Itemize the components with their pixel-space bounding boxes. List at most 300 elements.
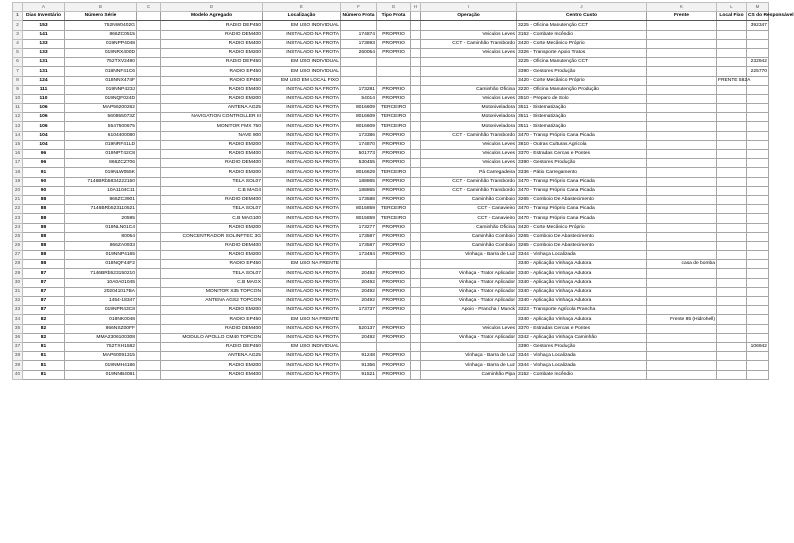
row-number[interactable]: 35 bbox=[13, 324, 23, 333]
table-cell[interactable]: RADIO EP450 bbox=[161, 76, 263, 85]
table-cell[interactable]: RADIO DEP450 bbox=[161, 58, 263, 67]
table-cell[interactable] bbox=[137, 342, 161, 351]
table-cell[interactable]: 88 bbox=[23, 260, 65, 269]
table-cell[interactable]: 8015859 bbox=[341, 205, 377, 214]
table-cell[interactable] bbox=[411, 287, 421, 296]
table-cell[interactable]: 225770 bbox=[747, 67, 769, 76]
table-cell[interactable]: 019NLW055K bbox=[65, 168, 137, 177]
table-cell[interactable]: 7146BRb5834222150 bbox=[65, 177, 137, 186]
row-number[interactable]: 25 bbox=[13, 232, 23, 241]
table-cell[interactable] bbox=[647, 159, 717, 168]
table-cell[interactable] bbox=[411, 122, 421, 131]
table-cell[interactable]: 20492 bbox=[341, 278, 377, 287]
table-cell[interactable]: 173587 bbox=[341, 232, 377, 241]
table-cell[interactable]: 3340 - Aplicação Vinhaça Adutora bbox=[517, 260, 647, 269]
table-cell[interactable]: 81 bbox=[23, 342, 65, 351]
table-cell[interactable]: 3265 - Comboio De Abastecimento bbox=[517, 232, 647, 241]
table-cell[interactable]: 8016609 bbox=[341, 113, 377, 122]
table-cell[interactable]: 3225 - Oficina Manutenção CCT bbox=[517, 58, 647, 67]
table-cell[interactable]: Veiculos Leves bbox=[421, 30, 517, 39]
table-cell[interactable] bbox=[411, 214, 421, 223]
table-cell[interactable]: 82 bbox=[23, 315, 65, 324]
table-cell[interactable]: 520137 bbox=[341, 324, 377, 333]
table-cell[interactable]: INSTALADO NA FROTA bbox=[263, 177, 341, 186]
table-cell[interactable]: EM USO INDIVIDUAL bbox=[263, 342, 341, 351]
table-cell[interactable]: Veiculos Leves bbox=[421, 324, 517, 333]
table-cell[interactable] bbox=[717, 223, 747, 232]
table-cell[interactable]: Caminhão Oficina bbox=[421, 85, 517, 94]
table-cell[interactable]: 173587 bbox=[341, 241, 377, 250]
table-cell[interactable]: ANTENA AG25 bbox=[161, 352, 263, 361]
table-cell[interactable]: Veiculos Leves bbox=[421, 140, 517, 149]
table-cell[interactable] bbox=[377, 342, 411, 351]
table-cell[interactable] bbox=[647, 297, 717, 306]
table-cell[interactable] bbox=[137, 287, 161, 296]
table-cell[interactable]: 87 bbox=[23, 278, 65, 287]
table-cell[interactable] bbox=[647, 241, 717, 250]
table-cell[interactable] bbox=[421, 342, 517, 351]
table-cell[interactable]: INSTALADO NA FROTA bbox=[263, 186, 341, 195]
table-cell[interactable]: INSTALADO NA FROTA bbox=[263, 30, 341, 39]
table-cell[interactable] bbox=[747, 195, 769, 204]
table-cell[interactable]: RADIO EM200 bbox=[161, 251, 263, 260]
column-letter-header[interactable]: E bbox=[263, 3, 341, 12]
table-cell[interactable]: 104 bbox=[23, 140, 65, 149]
table-cell[interactable] bbox=[717, 48, 747, 57]
table-cell[interactable] bbox=[747, 241, 769, 250]
table-cell[interactable]: EM USO INDIVIDUAL bbox=[263, 67, 341, 76]
table-cell[interactable] bbox=[717, 122, 747, 131]
table-cell[interactable]: TERCEIRO bbox=[377, 113, 411, 122]
table-cell[interactable]: 10A0A01045 bbox=[65, 278, 137, 287]
table-cell[interactable] bbox=[647, 278, 717, 287]
table-cell[interactable]: PROPRIO bbox=[377, 324, 411, 333]
table-cell[interactable]: 106 bbox=[23, 113, 65, 122]
table-cell[interactable]: 124 bbox=[23, 76, 65, 85]
table-cell[interactable] bbox=[137, 269, 161, 278]
table-cell[interactable]: 3340 - Aplicação Vinhaça Adutora bbox=[517, 269, 647, 278]
table-cell[interactable]: MONITOR FMX 750 bbox=[161, 122, 263, 131]
table-cell[interactable]: 019NMH4186 bbox=[65, 361, 137, 370]
table-cell[interactable]: Vinhaça - Trator Aplicador bbox=[421, 269, 517, 278]
table-cell[interactable] bbox=[747, 48, 769, 57]
table-cell[interactable]: 3342 - Aplicação Vinhaça Caminhão bbox=[517, 333, 647, 342]
table-cell[interactable] bbox=[717, 186, 747, 195]
table-cell[interactable] bbox=[137, 370, 161, 379]
row-number[interactable]: 36 bbox=[13, 333, 23, 342]
table-cell[interactable] bbox=[717, 260, 747, 269]
table-cell[interactable] bbox=[137, 297, 161, 306]
table-cell[interactable]: TELA SOL07 bbox=[161, 177, 263, 186]
table-cell[interactable] bbox=[411, 186, 421, 195]
table-cell[interactable] bbox=[137, 306, 161, 315]
table-cell[interactable]: Vinhaça - Trator Aplicador bbox=[421, 333, 517, 342]
table-cell[interactable]: MMA2306100308 bbox=[65, 333, 137, 342]
table-cell[interactable]: CCT - Caminhão Transbordo bbox=[421, 131, 517, 140]
table-cell[interactable]: MAP60091315 bbox=[65, 352, 137, 361]
table-cell[interactable]: C.B MAGX bbox=[161, 278, 263, 287]
table-cell[interactable] bbox=[341, 260, 377, 269]
table-cell[interactable] bbox=[647, 251, 717, 260]
table-cell[interactable] bbox=[411, 232, 421, 241]
row-number[interactable]: 6 bbox=[13, 58, 23, 67]
table-cell[interactable]: 3470 - Transp Próprio Cana Picada bbox=[517, 177, 647, 186]
row-number[interactable]: 39 bbox=[13, 361, 23, 370]
table-cell[interactable] bbox=[411, 241, 421, 250]
table-cell[interactable] bbox=[137, 195, 161, 204]
table-cell[interactable]: 019NLN01C4 bbox=[65, 223, 137, 232]
table-cell[interactable] bbox=[377, 58, 411, 67]
table-cell[interactable]: Apoio - Prancha / Munck bbox=[421, 306, 517, 315]
table-cell[interactable]: RADIO EM200 bbox=[161, 48, 263, 57]
table-cell[interactable]: INSTALADO NA FROTA bbox=[263, 352, 341, 361]
table-cell[interactable] bbox=[647, 370, 717, 379]
table-cell[interactable]: 82 bbox=[23, 333, 65, 342]
row-number[interactable]: 30 bbox=[13, 278, 23, 287]
row-number[interactable]: 33 bbox=[13, 306, 23, 315]
column-letter-header[interactable]: L bbox=[717, 3, 747, 12]
table-cell[interactable] bbox=[341, 315, 377, 324]
table-cell[interactable] bbox=[717, 140, 747, 149]
table-cell[interactable] bbox=[747, 352, 769, 361]
row-number[interactable]: 26 bbox=[13, 241, 23, 250]
column-header-cell[interactable]: Número Série bbox=[65, 12, 137, 21]
table-cell[interactable] bbox=[137, 324, 161, 333]
table-cell[interactable]: RADIO EP450 bbox=[161, 260, 263, 269]
table-cell[interactable] bbox=[747, 113, 769, 122]
table-cell[interactable]: 3470 - Transp Próprio Cana Picada bbox=[517, 205, 647, 214]
table-cell[interactable]: 019NPT42C8 bbox=[65, 150, 137, 159]
table-cell[interactable]: TERCEIRO bbox=[377, 205, 411, 214]
table-cell[interactable]: 20595 bbox=[65, 214, 137, 223]
table-cell[interactable] bbox=[747, 104, 769, 113]
column-letter-header[interactable]: G bbox=[377, 3, 411, 12]
table-cell[interactable] bbox=[411, 260, 421, 269]
table-cell[interactable]: 866ZCZ706 bbox=[65, 159, 137, 168]
table-cell[interactable]: 3220 - Oficina Manutenção Produção bbox=[517, 85, 647, 94]
row-number[interactable]: 20 bbox=[13, 186, 23, 195]
table-cell[interactable]: INSTALADO NA FROTA bbox=[263, 94, 341, 103]
table-cell[interactable]: RADIO DEP450 bbox=[161, 342, 263, 351]
table-cell[interactable]: INSTALADO NA FROTA bbox=[263, 251, 341, 260]
row-number[interactable]: 19 bbox=[13, 177, 23, 186]
table-cell[interactable]: 188865 bbox=[341, 177, 377, 186]
column-header-cell[interactable]: Modelo Agregado bbox=[161, 12, 263, 21]
table-cell[interactable]: 7146BRb523110521 bbox=[65, 205, 137, 214]
table-cell[interactable] bbox=[137, 260, 161, 269]
table-cell[interactable]: PROPRIO bbox=[377, 241, 411, 250]
table-cell[interactable]: 141 bbox=[23, 30, 65, 39]
table-cell[interactable]: 88 bbox=[23, 205, 65, 214]
table-cell[interactable] bbox=[747, 39, 769, 48]
table-cell[interactable] bbox=[717, 287, 747, 296]
table-cell[interactable] bbox=[647, 186, 717, 195]
table-cell[interactable]: PROPRIO bbox=[377, 370, 411, 379]
table-cell[interactable] bbox=[377, 21, 411, 30]
table-cell[interactable]: MAP56200262 bbox=[65, 104, 137, 113]
table-cell[interactable]: 866ZC0515 bbox=[65, 30, 137, 39]
table-cell[interactable]: INSTALADO NA FROTA bbox=[263, 122, 341, 131]
table-cell[interactable]: 3470 - Transp Próprio Cana Picada bbox=[517, 131, 647, 140]
table-cell[interactable]: 018NNX474F bbox=[65, 76, 137, 85]
table-cell[interactable] bbox=[747, 370, 769, 379]
table-cell[interactable]: 7146BRb523150210 bbox=[65, 269, 137, 278]
table-cell[interactable]: Veiculos Leves bbox=[421, 48, 517, 57]
table-cell[interactable]: 3265 - Comboio De Abastecimento bbox=[517, 241, 647, 250]
table-cell[interactable]: Veiculos Leves bbox=[421, 159, 517, 168]
table-cell[interactable] bbox=[411, 48, 421, 57]
table-cell[interactable]: PROPRIO bbox=[377, 48, 411, 57]
table-cell[interactable] bbox=[411, 21, 421, 30]
table-cell[interactable] bbox=[137, 159, 161, 168]
table-cell[interactable]: 3336 - Pátio Carregamento bbox=[517, 168, 647, 177]
table-cell[interactable]: 018NQF44F2 bbox=[65, 260, 137, 269]
table-cell[interactable]: 87 bbox=[23, 269, 65, 278]
table-cell[interactable]: 10A1104C11 bbox=[65, 186, 137, 195]
row-number[interactable]: 23 bbox=[13, 214, 23, 223]
table-cell[interactable] bbox=[137, 140, 161, 149]
table-cell[interactable]: 174870 bbox=[341, 140, 377, 149]
column-letter-header[interactable]: H bbox=[411, 3, 421, 12]
table-cell[interactable] bbox=[411, 278, 421, 287]
table-cell[interactable] bbox=[747, 85, 769, 94]
table-cell[interactable]: Veiculos Leves bbox=[421, 94, 517, 103]
table-cell[interactable]: 110 bbox=[23, 94, 65, 103]
table-cell[interactable] bbox=[411, 76, 421, 85]
table-cell[interactable] bbox=[137, 104, 161, 113]
table-cell[interactable]: RADIO DEM400 bbox=[161, 159, 263, 168]
table-cell[interactable]: 3370 - Estradas Cercas e Pontes bbox=[517, 150, 647, 159]
table-cell[interactable] bbox=[747, 186, 769, 195]
table-cell[interactable] bbox=[717, 85, 747, 94]
table-cell[interactable] bbox=[411, 113, 421, 122]
table-cell[interactable]: INSTALADO NA FROTA bbox=[263, 131, 341, 140]
table-cell[interactable] bbox=[717, 232, 747, 241]
table-cell[interactable]: INSTALADO NA FROTA bbox=[263, 333, 341, 342]
row-number[interactable]: 17 bbox=[13, 159, 23, 168]
table-cell[interactable] bbox=[647, 361, 717, 370]
table-cell[interactable]: PROPRIO bbox=[377, 30, 411, 39]
table-cell[interactable] bbox=[137, 214, 161, 223]
table-cell[interactable]: CCT - Canavieiro bbox=[421, 205, 517, 214]
table-cell[interactable]: INSTALADO NA FROTA bbox=[263, 159, 341, 168]
table-cell[interactable]: 173277 bbox=[341, 223, 377, 232]
table-cell[interactable]: RADIO EM200 bbox=[161, 361, 263, 370]
table-cell[interactable]: 90 bbox=[23, 177, 65, 186]
table-cell[interactable] bbox=[377, 67, 411, 76]
table-cell[interactable] bbox=[137, 352, 161, 361]
table-cell[interactable] bbox=[717, 58, 747, 67]
table-cell[interactable] bbox=[717, 251, 747, 260]
table-cell[interactable] bbox=[717, 39, 747, 48]
table-cell[interactable] bbox=[747, 122, 769, 131]
table-cell[interactable]: Vinhaça - Trator Aplicador bbox=[421, 278, 517, 287]
column-header-cell[interactable] bbox=[411, 12, 421, 21]
table-cell[interactable]: NAVE 900 bbox=[161, 131, 263, 140]
table-cell[interactable]: 88 bbox=[23, 195, 65, 204]
table-cell[interactable]: Frente 85 (Hidrohell) bbox=[647, 315, 717, 324]
table-cell[interactable] bbox=[747, 278, 769, 287]
table-cell[interactable]: 3390 - Gestores Produção bbox=[517, 67, 647, 76]
row-number[interactable]: 9 bbox=[13, 85, 23, 94]
table-cell[interactable] bbox=[137, 58, 161, 67]
row-number[interactable]: 37 bbox=[13, 342, 23, 351]
table-cell[interactable]: PROPRIO bbox=[377, 195, 411, 204]
table-cell[interactable] bbox=[717, 269, 747, 278]
table-cell[interactable]: Veiculos Leves bbox=[421, 150, 517, 159]
row-number[interactable]: 10 bbox=[13, 94, 23, 103]
table-cell[interactable]: INSTALADO NA FROTA bbox=[263, 195, 341, 204]
table-cell[interactable]: 3340 - Aplicação Vinhaça Adutora bbox=[517, 315, 647, 324]
table-cell[interactable] bbox=[747, 159, 769, 168]
table-cell[interactable]: 392347 bbox=[747, 21, 769, 30]
table-cell[interactable] bbox=[421, 260, 517, 269]
table-cell[interactable] bbox=[647, 168, 717, 177]
column-header-cell[interactable] bbox=[137, 12, 161, 21]
table-cell[interactable]: Caminhão Comboio bbox=[421, 195, 517, 204]
table-cell[interactable]: EM USO NA FRENTE bbox=[263, 260, 341, 269]
column-letter-header[interactable]: F bbox=[341, 3, 377, 12]
table-cell[interactable]: 3323 - Transporte Agrícola Prancha bbox=[517, 306, 647, 315]
table-cell[interactable] bbox=[647, 131, 717, 140]
table-cell[interactable] bbox=[411, 370, 421, 379]
column-letter-header[interactable]: J bbox=[517, 3, 647, 12]
table-cell[interactable] bbox=[341, 58, 377, 67]
column-header-cell[interactable]: Centro Custo bbox=[517, 12, 647, 21]
table-cell[interactable]: 8015859 bbox=[341, 214, 377, 223]
table-cell[interactable]: 91 bbox=[23, 168, 65, 177]
table-cell[interactable]: INSTALADO NA FROTA bbox=[263, 140, 341, 149]
row-number[interactable]: 32 bbox=[13, 297, 23, 306]
table-cell[interactable]: PROPRIO bbox=[377, 177, 411, 186]
table-cell[interactable]: INSTALADO NA FROTA bbox=[263, 205, 341, 214]
table-cell[interactable]: C.B MAG4 bbox=[161, 186, 263, 195]
table-cell[interactable] bbox=[137, 39, 161, 48]
table-cell[interactable]: PROPRIO bbox=[377, 39, 411, 48]
table-cell[interactable]: 91248 bbox=[341, 352, 377, 361]
table-cell[interactable]: 81 bbox=[23, 361, 65, 370]
table-cell[interactable]: RADIO DEM400 bbox=[161, 195, 263, 204]
table-cell[interactable]: INSTALADO NA FROTA bbox=[263, 232, 341, 241]
row-number[interactable]: 40 bbox=[13, 370, 23, 379]
table-cell[interactable]: MODULO APOLLO CM40 TOPCON bbox=[161, 333, 263, 342]
row-number[interactable]: 29 bbox=[13, 269, 23, 278]
row-number[interactable]: 31 bbox=[13, 287, 23, 296]
table-cell[interactable]: Vinhaça - Trator Aplicador bbox=[421, 297, 517, 306]
table-cell[interactable]: INSTALADO NA FROTA bbox=[263, 241, 341, 250]
table-cell[interactable]: 019NNP4165 bbox=[65, 251, 137, 260]
table-cell[interactable]: 111 bbox=[23, 85, 65, 94]
row-number[interactable]: 14 bbox=[13, 131, 23, 140]
table-cell[interactable]: Vinhaça - Barra de Luz bbox=[421, 361, 517, 370]
column-letter-header[interactable]: A bbox=[23, 3, 65, 12]
table-cell[interactable]: 90 bbox=[23, 186, 65, 195]
table-cell[interactable]: 019NPR43C8 bbox=[65, 306, 137, 315]
table-cell[interactable]: ANTENA AGS2 TOPCON bbox=[161, 297, 263, 306]
table-cell[interactable]: INSTALADO NA FROTA bbox=[263, 39, 341, 48]
table-cell[interactable]: ANTENA AG25 bbox=[161, 104, 263, 113]
table-cell[interactable] bbox=[717, 278, 747, 287]
table-cell[interactable]: 80054 bbox=[65, 232, 137, 241]
table-cell[interactable] bbox=[747, 131, 769, 140]
table-cell[interactable] bbox=[137, 21, 161, 30]
table-cell[interactable]: 106 bbox=[23, 122, 65, 131]
table-cell[interactable] bbox=[421, 21, 517, 30]
table-cell[interactable]: 018NK0048 bbox=[65, 315, 137, 324]
table-cell[interactable]: 87 bbox=[23, 287, 65, 296]
table-cell[interactable] bbox=[411, 30, 421, 39]
table-cell[interactable] bbox=[137, 113, 161, 122]
table-cell[interactable] bbox=[411, 85, 421, 94]
table-cell[interactable]: 3265 - Comboio De Abastecimento bbox=[517, 195, 647, 204]
table-cell[interactable]: RADIO DEM400 bbox=[161, 30, 263, 39]
table-cell[interactable] bbox=[411, 94, 421, 103]
table-cell[interactable] bbox=[747, 168, 769, 177]
table-cell[interactable]: Caminhão Comboio bbox=[421, 232, 517, 241]
table-cell[interactable] bbox=[647, 352, 717, 361]
table-cell[interactable] bbox=[717, 30, 747, 39]
table-cell[interactable]: INSTALADO NA FROTA bbox=[263, 306, 341, 315]
table-cell[interactable]: Caminhão Oficina bbox=[421, 223, 517, 232]
table-cell[interactable] bbox=[647, 269, 717, 278]
column-letter-header[interactable]: M bbox=[747, 3, 769, 12]
table-cell[interactable]: INSTALADO NA FROTA bbox=[263, 361, 341, 370]
table-cell[interactable]: 6104400080 bbox=[65, 131, 137, 140]
table-cell[interactable] bbox=[647, 113, 717, 122]
table-cell[interactable] bbox=[411, 150, 421, 159]
table-cell[interactable]: 88 bbox=[23, 232, 65, 241]
table-cell[interactable] bbox=[341, 21, 377, 30]
table-cell[interactable]: 174874 bbox=[341, 30, 377, 39]
table-cell[interactable] bbox=[647, 195, 717, 204]
table-cell[interactable] bbox=[137, 186, 161, 195]
table-cell[interactable] bbox=[411, 39, 421, 48]
column-letter-header[interactable]: B bbox=[65, 3, 137, 12]
row-number[interactable]: 15 bbox=[13, 140, 23, 149]
row-number[interactable]: 5 bbox=[13, 48, 23, 57]
table-cell[interactable]: 8016609 bbox=[341, 122, 377, 131]
column-header-cell[interactable]: Local Fixo bbox=[717, 12, 747, 21]
table-cell[interactable] bbox=[411, 140, 421, 149]
table-cell[interactable]: INSTALADO NA FROTA bbox=[263, 150, 341, 159]
table-cell[interactable]: PROPRIO bbox=[377, 297, 411, 306]
row-number[interactable]: 8 bbox=[13, 76, 23, 85]
table-cell[interactable]: PROPRIO bbox=[377, 186, 411, 195]
table-cell[interactable]: FRENTE 582A bbox=[717, 76, 747, 85]
table-cell[interactable] bbox=[137, 67, 161, 76]
table-cell[interactable]: INSTALADO NA FROTA bbox=[263, 214, 341, 223]
table-cell[interactable]: INSTALADO NA FROTA bbox=[263, 104, 341, 113]
table-cell[interactable]: 3344 - Vinhaça Localizada bbox=[517, 361, 647, 370]
table-cell[interactable]: PROPRIO bbox=[377, 159, 411, 168]
table-cell[interactable]: TERCEIRO bbox=[377, 122, 411, 131]
row-number[interactable]: 11 bbox=[13, 104, 23, 113]
table-cell[interactable]: PROPRIO bbox=[377, 251, 411, 260]
table-cell[interactable] bbox=[411, 168, 421, 177]
table-cell[interactable]: RADIO EP450 bbox=[161, 315, 263, 324]
table-cell[interactable]: 153 bbox=[23, 21, 65, 30]
table-cell[interactable] bbox=[747, 30, 769, 39]
table-cell[interactable] bbox=[647, 39, 717, 48]
table-cell[interactable] bbox=[747, 140, 769, 149]
row-number[interactable]: 12 bbox=[13, 113, 23, 122]
table-cell[interactable]: RADIO EM200 bbox=[161, 168, 263, 177]
table-cell[interactable] bbox=[647, 76, 717, 85]
table-cell[interactable] bbox=[411, 315, 421, 324]
table-cell[interactable]: 5547500675 bbox=[65, 122, 137, 131]
row-number[interactable]: 2 bbox=[13, 21, 23, 30]
table-cell[interactable] bbox=[747, 306, 769, 315]
